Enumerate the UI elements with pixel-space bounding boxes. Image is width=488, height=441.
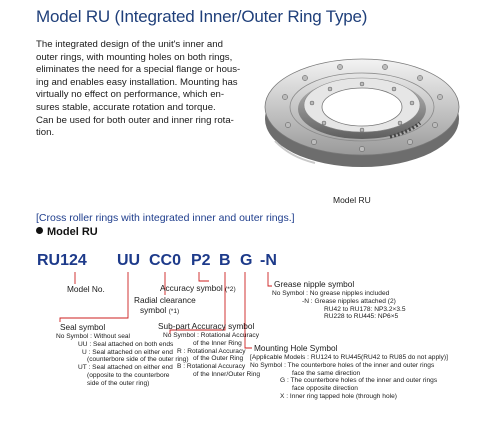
seal-line: No Symbol : Without seal: [56, 333, 131, 340]
grease-line: RU228 to RU445: NP6×5: [324, 313, 399, 321]
section-title: [Cross roller rings with integrated inner and outer rings.]: [36, 212, 295, 224]
label-accuracy: [160, 284, 236, 294]
page-title: Model RU (Integrated Inner/Outer Ring Type): [36, 7, 368, 26]
seal-line: (counterbore side of the outer ring): [87, 356, 189, 364]
mounting-line: G : The counterbore holes of the inner and outer rings: [280, 377, 438, 385]
desc-line: tion.: [36, 127, 55, 139]
desc-line: virtually no effect on performance, which en-: [36, 89, 225, 101]
code-accuracy: P2: [191, 252, 211, 269]
seal-line: U : Seal attached on either end: [82, 348, 173, 356]
desc-line: eliminates the need for a special flange or hous-: [36, 64, 241, 76]
desc-line: Can be used for both outer and inner ring rota-: [36, 114, 234, 126]
accuracy-note: (*2): [225, 286, 236, 293]
mounting-list: [250, 354, 448, 401]
code-grease: -N: [260, 252, 277, 269]
label-seal-title: Seal symbol: [60, 322, 106, 332]
subpart-line: of the Inner Ring: [193, 339, 242, 347]
seal-line: UT : Seal attached on either end: [78, 364, 173, 372]
subpart-line: R : Rotational Accuracy: [177, 347, 246, 355]
mounting-line: No Symbol : The counterbore holes of the inner and outer rings: [250, 361, 435, 369]
accuracy-text: Accuracy symbol: [160, 283, 223, 293]
seal-line: side of the outer ring): [87, 379, 150, 387]
subtitle-text: Model RU: [47, 226, 98, 238]
grease-line: No Symbol : No grease nipples included: [272, 290, 390, 297]
subpart-line: B : Rotational Accuracy: [177, 363, 246, 371]
subpart-line: of the Outer Ring: [193, 355, 244, 363]
radial-text: symbol: [140, 304, 167, 315]
grease-line: RU42 to RU178: NP3.2×3.5: [324, 305, 406, 313]
label-subpart-title: Sub-part Accuracy symbol: [158, 321, 255, 331]
desc-line: ing and enables easy installation. Mounting has: [36, 76, 238, 88]
code-subpart: B: [219, 252, 231, 269]
code-seal: UU: [117, 252, 141, 269]
label-mounting-title: Mounting Hole Symbol: [254, 343, 338, 353]
label-radial: [134, 296, 196, 315]
desc-line: The integrated design of the unit's inner and: [36, 39, 223, 50]
leader-grease: [268, 272, 272, 286]
seal-line: UU : Seal attached on both ends: [78, 340, 174, 348]
seal-line: (opposite to the counterbore: [87, 371, 170, 379]
label-grease-title: Grease nipple symbol: [274, 279, 355, 289]
mounting-line: [Applicable Models : RU124 to RU445(RU42 to RU85 do not apply)]: [250, 354, 448, 361]
label-model-no: Model No.: [67, 284, 105, 294]
grease-list: [272, 290, 406, 321]
code-mounting: G: [240, 252, 253, 269]
radial-note: (*1): [168, 307, 180, 315]
code-radial: CC0: [149, 252, 182, 269]
radial-line: Radial clearance: [134, 295, 196, 305]
radial-line: [134, 306, 196, 316]
photo-caption: Model RU: [333, 195, 371, 205]
leader-seal: [60, 272, 128, 322]
mounting-line: face opposite direction: [292, 385, 358, 393]
subpart-line: No Symbol : Rotational Accuracy: [163, 332, 260, 339]
subpart-line: of the Inner/Outer Ring: [193, 370, 261, 378]
desc-line: sures stable, accurate rotation and torque.: [36, 101, 216, 113]
mounting-line: X : Inner ring tapped hole (through hole): [280, 392, 397, 400]
code-model-no: RU124: [37, 252, 87, 269]
mounting-line: face the same direction: [292, 369, 361, 377]
leader-accuracy: [199, 272, 209, 281]
desc-line: outer rings, with mounting holes on both rings,: [36, 51, 233, 63]
grease-line: -N : Grease nipples attached (2): [302, 297, 396, 305]
subpart-list: [163, 332, 260, 379]
